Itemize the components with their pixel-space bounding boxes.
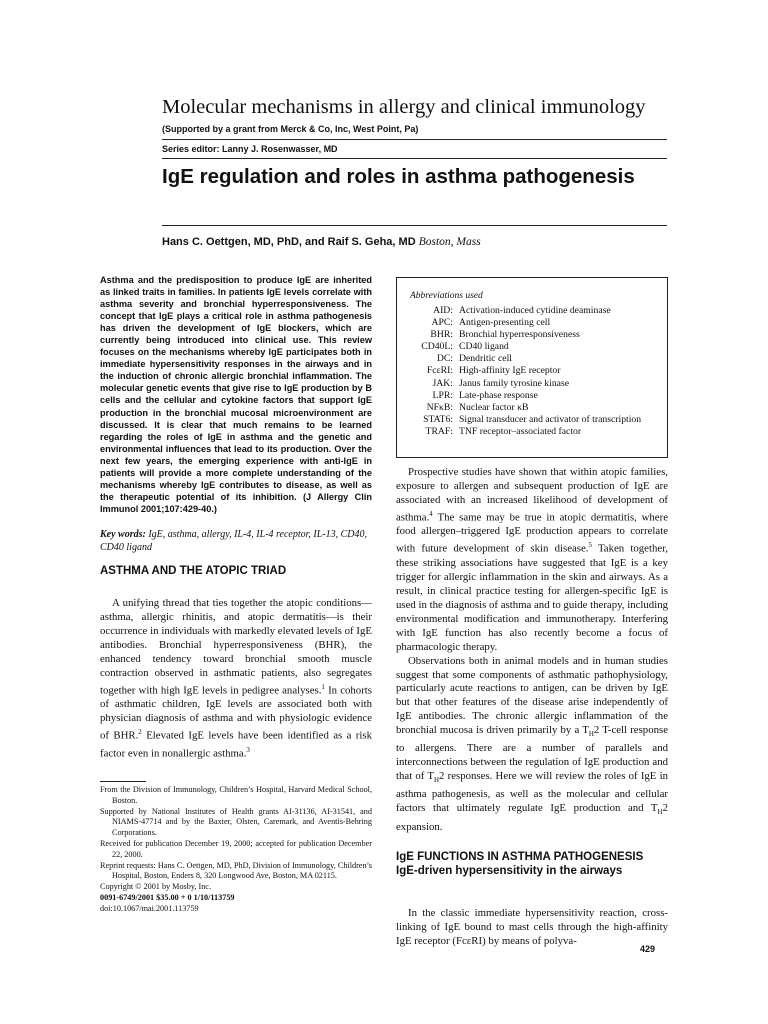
reference-marker: 1 bbox=[321, 682, 325, 691]
abbreviation-row bbox=[397, 390, 667, 402]
paragraph-text: Taken together, these striking associations have suggested that IgE is a key trigger for allergic inflammation in the skin and airways. As a result, in clinical practice testing for allergen-specific IgE is used in the diagnosis of asthma and to guide therapy, including environmental modification and immunotherapy. Interfering with IgE function has also recently become a focus of pharmacologic therapy. bbox=[396, 542, 668, 653]
abbreviation-row bbox=[397, 317, 667, 329]
footnote-copyright: Copyright © 2001 by Mosby, Inc. bbox=[100, 882, 211, 892]
reference-marker: 3 bbox=[246, 745, 250, 754]
section-body-atopic-triad bbox=[100, 597, 372, 761]
paragraph-text: 2 expansion. bbox=[396, 802, 668, 833]
abbreviation-term: AID: bbox=[433, 305, 453, 316]
series-editor: Series editor: Lanny J. Rosenwasser, MD bbox=[162, 144, 338, 154]
abbreviation-row bbox=[397, 378, 667, 390]
abbreviation-definition: Dendritic cell bbox=[459, 353, 512, 365]
abbreviation-term: STAT6: bbox=[423, 413, 453, 425]
paragraph-text: Elevated IgE levels have been identified as a risk factor even in nonallergic asthma. bbox=[100, 729, 373, 760]
abbreviation-term: CD40L: bbox=[421, 341, 453, 353]
abbreviation-term: FcεRI: bbox=[426, 365, 453, 377]
abbreviation-row bbox=[397, 341, 667, 353]
abstract: Asthma and the predisposition to produce IgE are inherited as linked traits in families. In patients IgE levels correlate with asthma severity and bronchial hyperresponsiveness. The concept that IgE plays a critical role in asthma pathogenesis has driven the development of IgE blockers, which are currently being introduced into clinical use. This review focuses on the mechanisms whereby IgE participates both in immediate hypersensitivity responses in the airways and in the induction of chronic allergic bronchial inflammation. The molecular genetic events that give rise to IgE production by B cells and the cellular and cytokine factors that support IgE production in the bronchial mucosal microenvironment are discussed. It is clear that much remains to be learned regarding the roles of IgE in asthma and the genetic and environmental influences that lead to its production. Over the next few years, the emerging experience with anti-IgE in patients will provide a more complete understanding of the mechanisms whereby IgE contributes to disease, as well as the therapeutic potential of its inhibition. (J Allergy Clin Immunol 2001;107:429-40.) bbox=[100, 275, 372, 514]
footnote-funding: Supported by National Institutes of Health grants AI-31136, AI-31541, and NIAMS-47714 and by the Baxter, Olsten, Caremark, and Aventis-Behring Corporations. bbox=[100, 806, 372, 838]
header-divider bbox=[162, 139, 667, 140]
reference-marker: 5 bbox=[588, 541, 592, 550]
paragraph-text: 2 T-cell response to allergens. There are a number of parallels and interconnections between the regulation of IgE production and that of T bbox=[396, 724, 668, 783]
abbreviation-term: BHR: bbox=[430, 329, 453, 341]
abbreviations-box bbox=[396, 277, 668, 458]
abbreviation-term: NFκB: bbox=[426, 401, 453, 413]
footnote-divider bbox=[100, 781, 146, 782]
section-heading-atopic-triad: ASTHMA AND THE ATOPIC TRIAD bbox=[100, 565, 287, 577]
paragraph-observations bbox=[396, 655, 668, 835]
support-note: (Supported by a grant from Merck & Co, Inc, West Point, Pa) bbox=[162, 124, 419, 134]
abbreviation-row bbox=[397, 402, 667, 414]
footnote-issn: 0091-6749/2001 $35.00 + 0 1/10/113759 bbox=[100, 892, 235, 902]
subscript-h: H bbox=[433, 776, 440, 785]
abbreviation-row bbox=[397, 305, 667, 317]
abbreviation-definition: Nuclear factor κB bbox=[459, 401, 529, 413]
abbreviation-definition: Activation-induced cytidine deaminase bbox=[459, 305, 611, 316]
authors: Hans C. Oettgen, MD, PhD, and Raif S. Geha, MD bbox=[162, 236, 416, 248]
abbreviation-term: LPR: bbox=[432, 389, 453, 401]
abbreviation-term: TRAF: bbox=[425, 425, 453, 437]
footnote-doi: doi:10.1067/mai.2001.113759 bbox=[100, 903, 199, 913]
paragraph-text: Prospective studies have shown that within atopic families, exposure to allergen and subsequent production of IgE are associated with an increased likelihood of development of asthma. bbox=[396, 466, 668, 524]
section-body-ige-functions: In the classic immediate hypersensitivity reaction, cross-linking of IgE bound to mast cells through the high-affinity IgE receptor (FcεRI) by means of polyva- bbox=[396, 907, 668, 947]
author-line bbox=[162, 236, 481, 248]
section-heading-ige-functions: IgE FUNCTIONS IN ASTHMA PATHOGENESIS bbox=[396, 851, 644, 863]
abbreviation-row bbox=[397, 353, 667, 365]
series-title: Molecular mechanisms in allergy and clinical immunology bbox=[162, 96, 646, 118]
author-location: Boston, Mass bbox=[418, 236, 481, 248]
reference-marker: 4 bbox=[429, 509, 433, 518]
abbreviation-row bbox=[397, 426, 667, 438]
abbreviations-title: Abbreviations used bbox=[410, 291, 483, 301]
abbreviation-definition: Janus family tyrosine kinase bbox=[459, 377, 570, 389]
abbreviation-row bbox=[397, 329, 667, 341]
footnote-reprint: Reprint requests: Hans C. Oettgen, MD, PhD, Division of Immunology, Children’s Hospital, Boston, Enders 8, 320 Longwood Ave, Boston, MA 02115. bbox=[100, 860, 372, 881]
abbreviations-list bbox=[397, 305, 667, 438]
paragraph-text: 2 responses. Here we will review the roles of IgE in asthma pathogenesis, as well as the molecular and cellular factors that ultimately regulate IgE production and T bbox=[396, 770, 669, 815]
abbreviation-row bbox=[397, 365, 667, 377]
footnotes bbox=[100, 785, 372, 915]
abbreviation-definition: Signal transducer and activator of transcription bbox=[459, 413, 642, 425]
subscript-h: H bbox=[657, 808, 663, 817]
paragraph-text: A unifying thread that ties together the atopic conditions—asthma, allergic rhinitis, and atopic dermatitis—is their occurrence in individuals with markedly elevated levels of IgE antibodies. Bronchial hyperresponsiveness (BHR), the enhanced tendency toward bronchial smooth muscle contraction observed in asthmatic patients, also segregates together with high IgE levels in pedigree analyses. bbox=[100, 597, 372, 697]
page-number: 429 bbox=[640, 944, 656, 954]
paragraph-text: Observations both in animal models and in human studies suggest that some components of asthmatic pathophysiology, particularly acute reactions to antigen, can be driven by IgE but that other features of the disease arise independently of IgE antibodies. The chronic allergic inflammation of the bronchial mucosa is driven primarily by a T bbox=[396, 654, 668, 737]
abbreviation-definition: High-affinity IgE receptor bbox=[459, 365, 561, 377]
right-column-body bbox=[396, 466, 668, 834]
subscript-h: H bbox=[588, 730, 594, 739]
article-title: IgE regulation and roles in asthma pathogenesis bbox=[162, 165, 635, 188]
abbreviation-definition: CD40 ligand bbox=[459, 341, 509, 353]
keywords bbox=[100, 528, 372, 554]
paragraph-text: The same may be true in atopic dermatitis, where food allergen–triggered IgE production appears to correlate with future development of skin disease. bbox=[396, 511, 668, 555]
title-divider-top bbox=[162, 158, 667, 159]
reference-marker: 2 bbox=[138, 728, 142, 737]
paragraph-prospective bbox=[396, 466, 668, 655]
footnote-received: Received for publication December 19, 2000; accepted for publication December 22, 2000. bbox=[100, 838, 372, 859]
abbreviation-definition: Bronchial hyperresponsiveness bbox=[459, 329, 580, 341]
keywords-label: Key words: bbox=[100, 529, 146, 540]
subsection-heading-hypersensitivity: IgE-driven hypersensitivity in the airways bbox=[396, 865, 623, 877]
footnote-affiliation: From the Division of Immunology, Children’s Hospital, Harvard Medical School, Boston. bbox=[100, 785, 372, 805]
keywords-list: IgE, asthma, allergy, IL-4, IL-4 receptor, IL-13, CD40, CD40 ligand bbox=[100, 529, 368, 553]
paragraph-text: In cohorts of asthmatic children, IgE levels are associated both with physician diagnosis of asthma and with physiologic evidence of BHR. bbox=[100, 684, 372, 742]
abbreviation-definition: TNF receptor–associated factor bbox=[459, 425, 582, 437]
abbreviation-definition: Late-phase response bbox=[459, 389, 538, 401]
abbreviation-term: JAK: bbox=[432, 377, 453, 389]
abbreviation-row bbox=[397, 414, 667, 426]
abbreviation-definition: Antigen-presenting cell bbox=[459, 317, 551, 329]
title-divider-bottom bbox=[162, 225, 667, 226]
abbreviation-term: APC: bbox=[431, 317, 453, 329]
abbreviation-term: DC: bbox=[436, 353, 453, 365]
